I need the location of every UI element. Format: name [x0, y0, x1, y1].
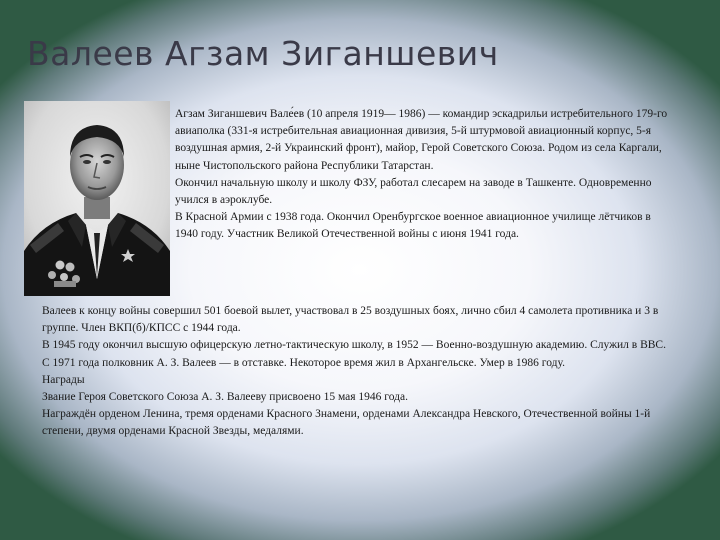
awards-heading: Награды: [42, 373, 85, 386]
intro-paragraph: В Красной Армии с 1938 года. Окончил Оренбургское военное авиационное училище лётчиков в 1940 году. Участник Великой Отечественной войны с июня 1941 года.: [175, 211, 651, 241]
body-paragraph: В 1945 году окончил высшую офицерскую летно-тактическую школу, в 1952 — Военно-воздушную академию. Служил в ВВС.: [42, 339, 666, 352]
body-paragraph: С 1971 года полковник А. З. Валеев — в отставке. Некоторое время жил в Архангельске. Умер в 1986 году.: [42, 356, 565, 369]
portrait-photo-icon: [24, 101, 170, 296]
body-paragraph: Звание Героя Советского Союза А. З. Валееву присвоено 15 мая 1946 года.: [42, 391, 408, 404]
body-text-block: [42, 303, 677, 441]
intro-paragraph: Агзам Зиганшевич Вале́ев (10 апреля 1919— 1986) — командир эскадрильи истребительного 179-го авиаполка (331-я истребительная авиационная дивизия, 5-й штурмовой авиационный корпус, 5-я воздушная армия, 2-й Украинский фронт), майор, Герой Советского Союза. Родом из села Каргали, ныне Чистопольского района Республики Татарстан.: [175, 108, 668, 172]
body-paragraph: Награждён орденом Ленина, тремя орденами Красного Знамени, орденами Александра Невского, Отечественной войны 1-й степени, двумя орденами Красной Звезды, медалями.: [42, 408, 651, 438]
intro-text-block: [175, 106, 675, 244]
intro-paragraph: Окончил начальную школу и школу ФЗУ, работал слесарем на заводе в Ташкенте. Одновременно учился в аэроклубе.: [175, 176, 652, 207]
slide-title: Валеев Агзам Зиганшевич: [27, 34, 499, 73]
body-paragraph: Валеев к концу войны совершил 501 боевой вылет, участвовал в 25 воздушных боях, лично сбил 4 самолета противника и 3 в группе. Член ВКП(б)/КПСС с 1944 года.: [42, 305, 659, 335]
